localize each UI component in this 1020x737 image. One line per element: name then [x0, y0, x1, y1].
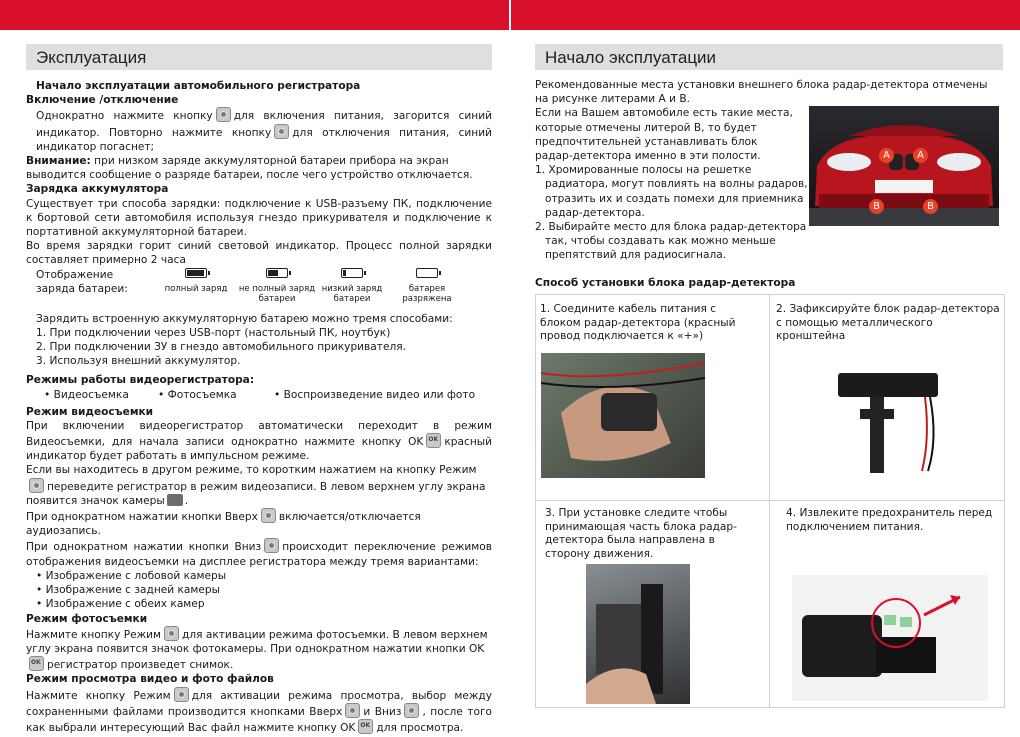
battery-state-label: батарея разряжена: [402, 283, 452, 304]
step-4-photo: [792, 575, 988, 701]
view-item: • Изображение с лобовой камеры: [36, 569, 227, 582]
modes-heading: Режимы работы видеорегистратора:: [26, 374, 255, 387]
view-item: • Изображение с задней камеры: [36, 584, 220, 597]
battery-state: [156, 268, 236, 294]
right-list-2: 2. Выбирайте место для блока радар-детектора так, чтобы создавать как можно меньше препятствий для радиосигнала.: [535, 221, 807, 262]
left-page: [26, 44, 492, 735]
battery-state-label: не полный заряд батареи: [238, 283, 316, 304]
view-text: Нажмите кнопку Режим для активации режима просмотра, выбор между сохраненными файлами производится кнопками Вверх и Вниз , после того как выбрали интересующий Вас файл нажмите кнопку OKOK для просмотра.: [26, 687, 492, 736]
charge-way-1: 1. При подключении через USB-порт (настольный ПК, ноутбук): [36, 326, 391, 339]
battery-icon: [266, 268, 288, 278]
battery-state-label: низкий заряд батареи: [321, 283, 383, 304]
right-page: [535, 44, 1003, 560]
marker-b-left: B: [869, 199, 884, 214]
battery-states: [156, 268, 476, 304]
install-heading: Способ установки блока радар-детектора: [535, 277, 796, 289]
battery-icon: [341, 268, 363, 278]
charge-ways-intro: Зарядить встроенную аккумуляторную батарею можно тремя способами:: [36, 312, 453, 325]
left-title: Начало эксплуатации автомобильного регистратора: [36, 80, 361, 92]
power-button-icon: [216, 107, 231, 122]
marker-b-right: B: [923, 199, 938, 214]
mode-button-icon: [29, 478, 44, 493]
video-text-2: Если вы находитесь в другом режиме, то коротким нажатием на кнопку Режимпереведите регистратор в режим видеозаписи. В левом верхнем углу экрана появится значок камеры .: [26, 464, 486, 507]
video-text-3: При однократном нажатии кнопки Вверх включается/отключается аудиозапись.: [26, 508, 492, 538]
mode-item: • Фотосъемка: [158, 388, 237, 401]
video-heading: Режим видеосъемки: [26, 405, 154, 418]
photo-heading: Режим фотосъемки: [26, 612, 148, 625]
up-button-icon: [261, 508, 276, 523]
battery-icon: [185, 268, 207, 278]
install-step-2: [770, 295, 1003, 500]
right-page-header: Начало эксплуатации: [535, 44, 1003, 70]
charge-way-2: 2. При подключении ЗУ в гнездо автомобильного прикуривателя.: [36, 341, 406, 354]
up-button-icon: [345, 703, 360, 718]
video-text-4: При однократном нажатии кнопки Вниз происходит переключение режимов отображения видеосъемки на дисплее регистратора между тремя вариантами:: [26, 538, 492, 568]
step-4-caption: 4. Извлеките предохранитель перед подключением питания.: [786, 507, 993, 533]
mode-button-icon: [174, 687, 189, 702]
charge-way-3: 3. Используя внешний аккумулятор.: [36, 355, 241, 368]
mode-item: • Воспроизведение видео или фото: [274, 388, 476, 401]
battery-icon: [416, 268, 438, 278]
ok-button-icon: [426, 433, 441, 448]
right-intro: Рекомендованные места установки внешнего блока радар-детектора отмечены на рисунке литерами А и В.: [535, 79, 988, 106]
power-button-icon: [274, 124, 289, 139]
bracket-diagram: [830, 359, 950, 479]
mode-item: • Видеосъемка: [44, 388, 129, 401]
step-2-caption: 2. Зафиксируйте блок радар-детектора с помощью металлического кронштейна: [776, 303, 1000, 342]
view-item: • Изображение с обеих камер: [36, 598, 205, 611]
video-camera-icon: [167, 494, 183, 506]
battery-display-label: Отображение заряда батареи:: [36, 268, 128, 295]
step-3-photo: [586, 564, 690, 704]
install-step-1: [536, 295, 769, 500]
marker-a-right: A: [913, 148, 928, 163]
video-text-1: При включении видеорегистратор автоматически переходит в режим Видеосъемки, для начала записи однократно нажмите кнопку OKOK красный индикатор будет работать в импульсном режиме.: [26, 419, 492, 464]
install-steps-grid: [535, 294, 1005, 708]
top-red-band-left: [0, 0, 509, 30]
battery-state-label: полный заряд: [164, 283, 228, 294]
charge-heading: Зарядка аккумулятора: [26, 183, 169, 196]
step-1-photo: [541, 353, 705, 478]
charge-text-2: Во время зарядки горит синий световой индикатор. Процесс полной зарядки составляет примерно 2 часа: [26, 240, 492, 267]
battery-display-row: [26, 268, 492, 304]
ok-button-icon: [358, 719, 373, 734]
down-button-icon: [404, 703, 419, 718]
step-3-caption: 3. При установке следите чтобы принимающая часть блока радар-детектора была направлена в сторону движения.: [545, 507, 737, 560]
step-1-caption: 1. Соедините кабель питания с блоком радар-детектора (красный провод подключается к «+»): [540, 303, 736, 342]
battery-state: [236, 268, 318, 304]
install-step-4: [770, 501, 1003, 706]
onoff-text: Однократно нажмите кнопку для включения питания, загорится синий индикатор. Повторно нажмите кнопку для отключения питания, синий индикатор погаснет;: [26, 107, 492, 154]
right-text-2: Если на Вашем автомобиле есть такие места, которые отмечены литерой В, то будет предпочтительней устанавливать блок радар-детектора именно в эти полости.: [535, 107, 793, 163]
battery-state: [392, 268, 462, 304]
photo-text: Нажмите кнопку Режим для активации режима фотосъемки. В левом верхнем углу экрана появится значок фотокамеры. При однократном нажатии кнопки OKOKрегистратор произведет снимок.: [26, 626, 492, 673]
down-button-icon: [264, 538, 279, 553]
warning-text: Внимание: при низком заряде аккумуляторной батареи прибора на экран выводится сообщение о разряде батареи, после чего устройство отключается.: [26, 155, 473, 182]
install-step-3: [536, 501, 769, 706]
car-photo: [809, 106, 999, 226]
view-heading: Режим просмотра видео и фото файлов: [26, 673, 274, 686]
charge-text-1: Существует три способа зарядки: подключение к USB-разъему ПК, подключение к бортовой сети автомобиля используя гнездо прикуривателя и подключение к портативной аккумуляторной батареи.: [26, 197, 492, 239]
modes-list: [26, 388, 492, 402]
battery-state: [314, 268, 390, 304]
ok-button-icon: [29, 656, 44, 671]
onoff-heading: Включение /отключение: [26, 94, 179, 107]
mode-button-icon: [164, 626, 179, 641]
marker-a-left: A: [879, 148, 894, 163]
right-list-1: 1. Хромированные полосы на решетке радиатора, могут повлиять на волны радаров, отразить их и создать помехи для приемника радар-детектора.: [535, 164, 808, 219]
views-list: [26, 569, 492, 612]
top-red-band-right: [511, 0, 1020, 30]
left-page-header: Эксплуатация: [26, 44, 492, 70]
